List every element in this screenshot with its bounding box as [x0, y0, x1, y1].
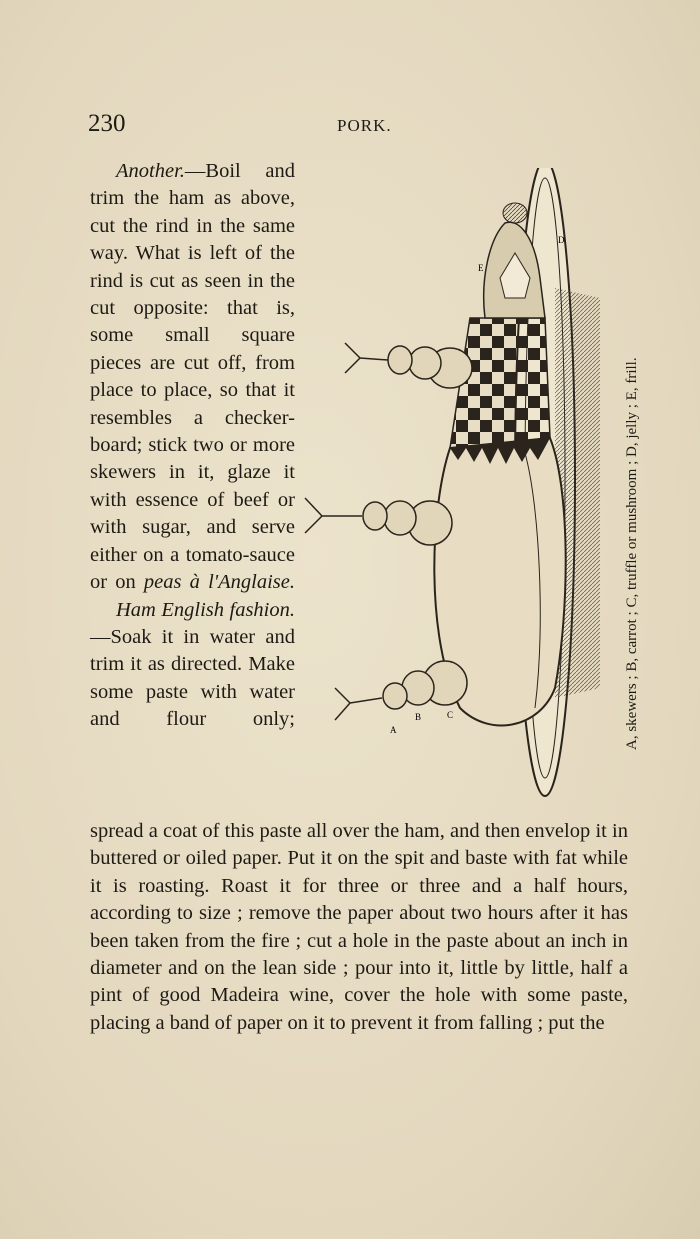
- skewers: [305, 343, 472, 720]
- running-head: PORK.: [337, 116, 392, 135]
- text-column: [90, 158, 295, 734]
- figure-caption: A, skewers ; B, carrot ; C, truffle or mushroom ; D, jelly ; E, frill.: [624, 357, 640, 750]
- page-number: 230: [88, 110, 126, 137]
- figure-letter-b: B: [415, 712, 422, 722]
- page-header: [88, 110, 628, 140]
- paragraph-body: —Soak it in water and trim it as directed. Make some paste with water and flour only;: [90, 625, 295, 731]
- figure-letter-c: C: [447, 710, 454, 720]
- paragraph-lead: Ham English fashion.: [116, 598, 295, 621]
- paragraph-end: peas à l'Anglaise.: [143, 571, 296, 594]
- figure-letter-e: E: [478, 263, 484, 273]
- paragraph-body: —Boil and trim the ham as above, cut the rind in the same way. What is left of the rind is cut as seen in the cut opposite: that is, some small square pieces are cut off, from place to place, so that it resembles a checker-board; stick two or more skewers in it, glaze it with essence of beef or with sugar, and serve either on a tomato-sauce or on: [90, 160, 295, 594]
- ham-illustration: [300, 168, 620, 808]
- full-width-text: [90, 818, 628, 1037]
- ham-engraving: [300, 168, 620, 808]
- figure-letter-d: D: [558, 235, 565, 245]
- paragraph-ham-english: [90, 597, 295, 734]
- figure-letter-a: A: [390, 725, 397, 735]
- paragraph-lead: Another.: [116, 160, 185, 182]
- continued-paragraph: spread a coat of this paste all over the ham, and then envelop it in buttered or oiled paper. Put it on the spit and baste with fat while it is roasting. Roast it for three or three and a half hours, according to size ; remove the paper about two hours after it has been taken from the fire ; cut a hole in the paste about an inch in diameter and on the lean side ; pour into it, little by little, half a pint of good Madeira wine, cover the hole with some paste, placing a band of paper on it to prevent it from falling ; put the: [90, 820, 628, 1034]
- paragraph-another: [90, 158, 295, 597]
